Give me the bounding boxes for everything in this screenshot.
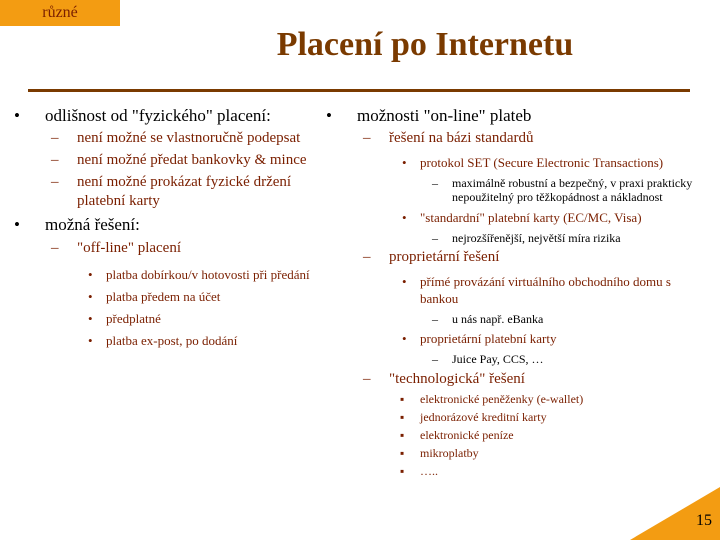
sub-sub-item: ▪ elektronické peníze — [400, 428, 514, 442]
bullet-marker: • — [402, 331, 407, 346]
bullet-marker: ▪ — [400, 428, 405, 442]
dash-marker: – — [363, 130, 371, 146]
sub-sub-item: • platba předem na účet — [88, 289, 221, 304]
sub-item: – není možné prokázat fyzické držení platební karty — [51, 174, 292, 209]
bullet-marker: • — [88, 311, 93, 326]
section-tag: různé — [0, 0, 120, 26]
sub-sub-item: • platba ex-post, po dodání — [88, 333, 238, 348]
bullet-marker: • — [14, 106, 20, 125]
sub-sub-item: • předplatné — [88, 311, 161, 326]
sub-item: – proprietární řešení — [363, 249, 500, 265]
title-divider — [28, 89, 690, 92]
note-item: – nejrozšířenější, největší míra rizika — [432, 231, 621, 245]
sub-sub-item: • proprietární platební karty — [402, 331, 557, 346]
bullet-marker: ▪ — [400, 446, 405, 460]
dash-marker: – — [51, 240, 59, 256]
note-item: – u nás např. eBanka — [432, 312, 544, 326]
bullet-marker: • — [402, 210, 407, 225]
bullet-marker: • — [88, 333, 93, 348]
bullet-marker: • — [88, 289, 93, 304]
sub-sub-item: ▪ jednorázové kreditní karty — [400, 410, 547, 424]
sub-item: – "off-line" placení — [51, 240, 182, 256]
dash-marker: – — [432, 231, 438, 245]
bullet-marker: ▪ — [400, 410, 405, 424]
bullet-marker: • — [402, 155, 407, 170]
right-column — [326, 106, 710, 481]
note-item: – maximálně robustní a bezpečný, v praxi prakticky nepoužitelný pro těžkopádnost a nákladnost — [432, 176, 693, 204]
sub-sub-item: • přímé provázání virtuálního obchodního domu s bankou — [402, 274, 671, 306]
bullet-marker: • — [88, 267, 93, 282]
dash-marker: – — [432, 312, 438, 326]
bullet-marker: • — [14, 215, 20, 234]
sub-item: – není možné předat bankovky & mince — [51, 152, 307, 168]
dash-marker: – — [363, 371, 371, 387]
bullet-item: • možnosti "on-line" plateb — [326, 106, 532, 125]
page-number: 15 — [696, 512, 712, 529]
dash-marker: – — [432, 352, 438, 366]
bullet-marker: ▪ — [400, 464, 405, 478]
sub-sub-item: ▪ mikroplatby — [400, 446, 479, 460]
dash-marker: – — [51, 152, 59, 168]
left-column — [14, 106, 314, 354]
dash-marker: – — [51, 130, 59, 146]
sub-sub-item: • platba dobírkou/v hotovosti při předání — [88, 267, 310, 282]
sub-sub-item: ▪ ….. — [400, 464, 438, 478]
sub-item: – "technologická" řešení — [363, 371, 525, 387]
note-item: – Juice Pay, CCS, … — [432, 352, 544, 366]
sub-sub-item: • "standardní" platební karty (EC/MC, Visa) — [402, 210, 642, 225]
bullet-item: • odlišnost od "fyzického" placení: — [14, 106, 271, 125]
dash-marker: – — [51, 174, 59, 190]
sub-item: – řešení na bázi standardů — [363, 130, 534, 146]
dash-marker: – — [432, 176, 438, 190]
bullet-marker: ▪ — [400, 392, 405, 406]
sub-item: – není možné se vlastnoručně podepsat — [51, 130, 301, 146]
sub-sub-item: • protokol SET (Secure Electronic Transactions) — [402, 155, 664, 170]
bullet-marker: • — [326, 106, 332, 125]
sub-sub-item: ▪ elektronické peněženky (e-wallet) — [400, 392, 584, 406]
bullet-item: • možná řešení: — [14, 215, 140, 234]
slide-title: Placení po Internetu — [276, 26, 574, 63]
dash-marker: – — [363, 249, 371, 265]
bullet-marker: • — [402, 274, 407, 289]
